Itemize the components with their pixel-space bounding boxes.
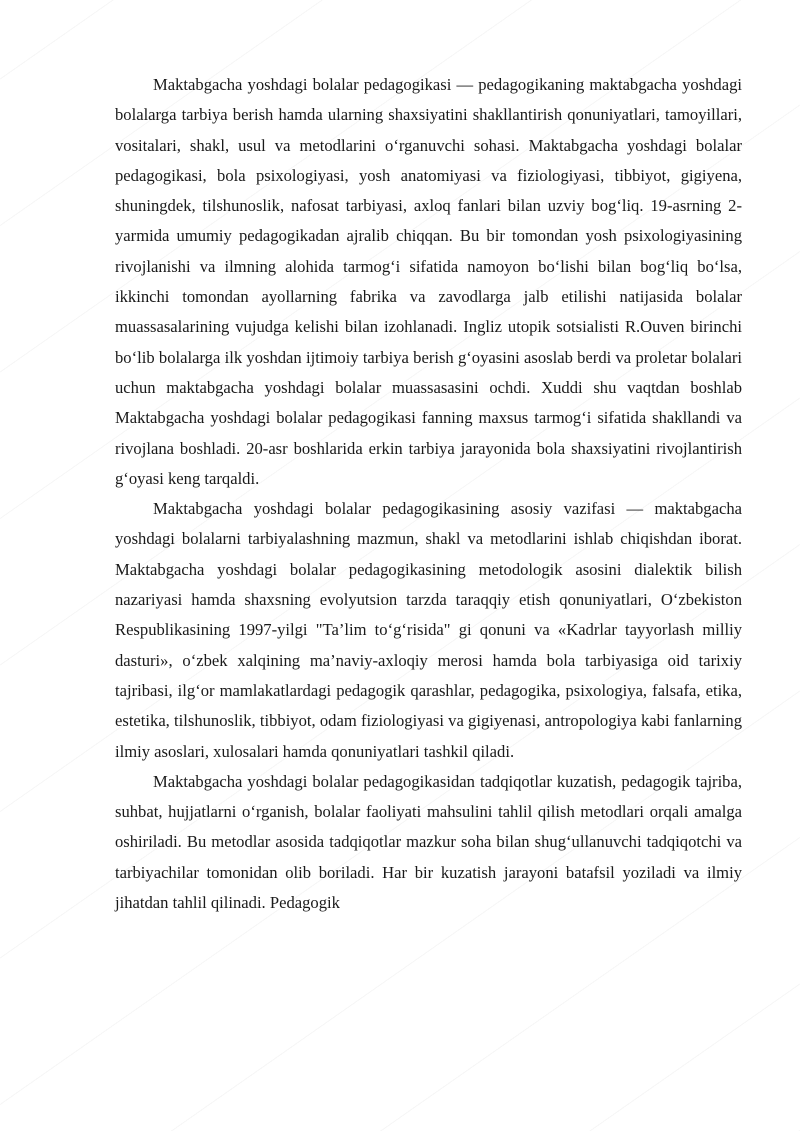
paragraph-3: Maktabgacha yoshdagi bolalar pedagogikasidan tadqiqotlar kuzatish, pedagogik tajriba, suhbat, hujjatlarni o‘rganish, bolalar faoliyati mahsulini tahlil qilish metodlari orqali amalga oshiriladi. Bu metodlar asosida tadqiqotlar mazkur soha bilan shug‘ullanuvchi tadqiqotchi va tarbiyachilar tomonidan olib boriladi. Har bir kuzatish jarayoni batafsil yoziladi va ilmiy jihatdan tahlil qilinadi. Pedagogik: [115, 771, 742, 913]
paragraph-1: Maktabgacha yoshdagi bolalar pedagogikasi — pedagogikaning maktabgacha yoshdagi bolalarga tarbiya berish hamda ularning shaxsiyatini shakllantirish qonuniyatlari, tamoyillari, vositalari, shakl, usul va metodlarini o‘rganuvchi sohasi. Maktabgacha yoshdagi bolalar pedagogikasi, bola psixologiyasi, yosh anatomiyasi va fiziologiyasi, tibbiyot, gigiyena, shuningdek, tilshunoslik, nafosat tarbiyasi, axloq fanlari bilan uzviy bog‘liq. 19-asrning 2-yarmida umumiy pedagogikadan ajralib chiqqan. Bu bir tomondan yosh psixologiyasining rivojlanishi va ilmning alohida tarmog‘i sifatida namoyon bo‘lishi bilan bog‘liq bo‘lsa, ikkinchi tomondan ayollarning fabrika va zavodlarga jalb etilishi natijasida bolalar muassasalarining vujudga kelishi bilan izohlanadi. Ingliz utopik sotsialisti R.Ouven birinchi bo‘lib bolalarga ilk yoshdan ijtimoiy tarbiya berish g‘oyasini asoslab berdi va proletar bolalari uchun maktabgacha yoshdagi bolalar muassasasini ochdi. Xuddi shu vaqtdan boshlab Maktabgacha yoshdagi bolalar pedagogikasi fanning maxsus tarmog‘i sifatida shakllandi va rivojlana boshladi. 20-asr boshlarida erkin tarbiya jarayonida bola shaxsiyatini rivojlantirish g‘oyasi keng tarqaldi.: [115, 75, 742, 488]
body-text: [115, 70, 742, 918]
paragraph-2: Maktabgacha yoshdagi bolalar pedagogikasining asosiy vazifasi — maktabgacha yoshdagi bolalarni tarbiyalashning mazmun, shakl va metodlarini ishlab chiqishdan iborat. Maktabgacha yoshdagi bolalar pedagogikasining metodologik asosini dialektik bilish nazariyasi hamda shaxsning evolyutsion tarzda taraqqiy etish qonuniyatlari, O‘zbekiston Respublikasining 1997-yilgi "Ta’lim to‘g‘risida" gi qonuni va «Kadrlar tayyorlash milliy dasturi», o‘zbek xalqining ma’naviy-axloqiy merosi hamda bola tarbiyasiga oid tarixiy tajribasi, ilg‘or mamlakatlardagi pedagogik qarashlar, pedagogika, psixologiya, falsafa, etika, estetika, tilshunoslik, tibbiyot, odam fiziologiyasi va gigiyenasi, antropologiya kabi fanlarning ilmiy asoslari, xulosalari hamda qonuniyatlari tashkil qiladi.: [115, 499, 742, 761]
